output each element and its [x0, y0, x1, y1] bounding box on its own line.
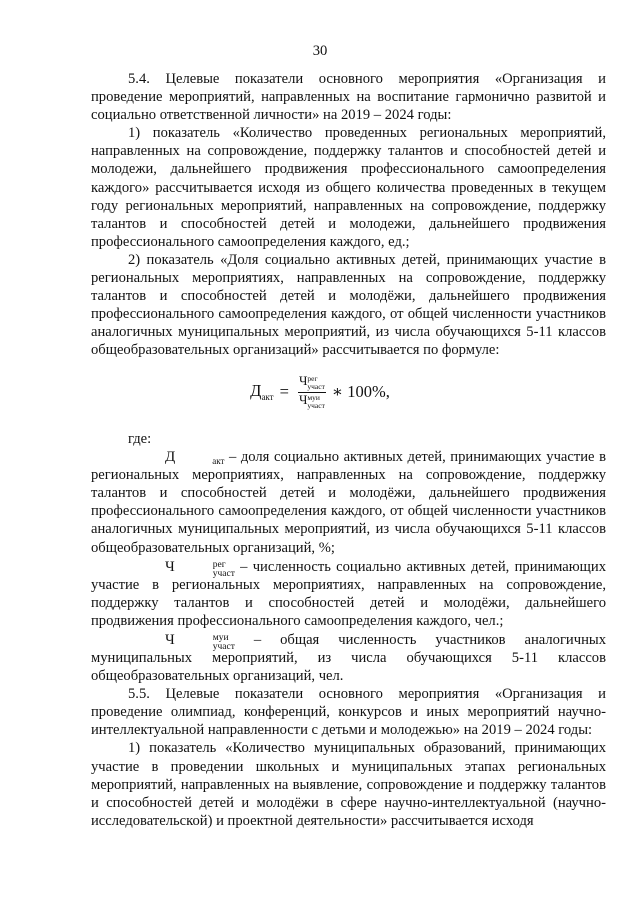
formula-equals: =	[279, 381, 289, 401]
formula-fraction	[298, 372, 326, 410]
definition-ch-mun: Ч муи участ – общая численность участников аналогичных муниципальных мероприятий, из числа обучающихся 5-11 классов общеобразовательных организаций, чел.	[91, 631, 606, 685]
formula-denominator: Ч муи участ	[298, 391, 325, 410]
formula	[0, 370, 640, 414]
definition-ch-reg: Ч рег участ – численность социально активных детей, принимающих участие в региональных мероприятиях, направленных на сопровождение, поддержку талантов и способностей детей и молодёжи, дальнейшего продвижения профессионального самоопределения каждого, чел.;	[91, 558, 606, 629]
section-5-4	[91, 70, 606, 360]
section-5-5-item-1: 1) показатель «Количество муниципальных образований, принимающих участие в проведении школьных и муниципальных этапах региональных мероприятий, направленных на выявление, сопровождение и поддержку талантов и способностей детей и молодёжи в сфере научно-интеллектуальной (научно-исследовательской) и проектной деятельности» рассчитывается исходя	[91, 740, 606, 829]
formula-numerator: Ч рег участ	[298, 372, 325, 391]
definitions	[91, 430, 606, 830]
section-5-5-heading: 5.5. Целевые показатели основного мероприятия «Организация и проведение олимпиад, конференций, конкурсов и иных мероприятий научно-интеллектуальной направленности с детьми и молодежью» на 2019 – 2024 годы:	[91, 686, 606, 739]
section-5-4-heading: 5.4. Целевые показатели основного мероприятия «Организация и проведение мероприятий, направленных на воспитание гармонично развитой и социально ответственной личности» на 2019 – 2024 годы:	[91, 71, 606, 124]
definition-d-akt: Д акт – доля социально активных детей, принимающих участие в региональных мероприятиях, направленных на сопровождение, поддержку талантов и способностей детей и молодёжи, дальнейшего продвижения профессионального самоопределения каждого, от общей численности участников аналогичных муниципальных мероприятий, из числа обучающихся 5-11 классов общеобразовательных организаций, %;	[91, 449, 606, 556]
section-5-4-item-1: 1) показатель «Количество проведенных региональных мероприятий, направленных на сопровождение, поддержку талантов и способностей детей и молодежи, дальнейшего продвижения профессионального самоопределения каждого» рассчитывается исходя из общего количества проведенных в текущем году региональных мероприятий, направленных на сопровождение, поддержку талантов и способностей детей и молодежи, дальнейшего продвижения профессионального самоопределения каждого, ед.;	[91, 125, 606, 250]
formula-rhs: ∗ 100%,	[331, 381, 390, 401]
formula-lhs: $Д_{акт}$	[250, 380, 274, 402]
where-label: где:	[128, 431, 152, 447]
page-number: 30	[312, 43, 328, 59]
section-5-4-item-2: 2) показатель «Доля социально активных детей, принимающих участие в региональных мероприятиях, направленных на сопровождение, поддержку талантов и способностей детей и молодёжи, дальнейшего продвижения профессионального самоопределения каждого, от общей численности участников аналогичных муниципальных мероприятий, из числа обучающихся 5-11 классов общеобразовательных организаций» рассчитывается по формуле:	[91, 251, 606, 359]
